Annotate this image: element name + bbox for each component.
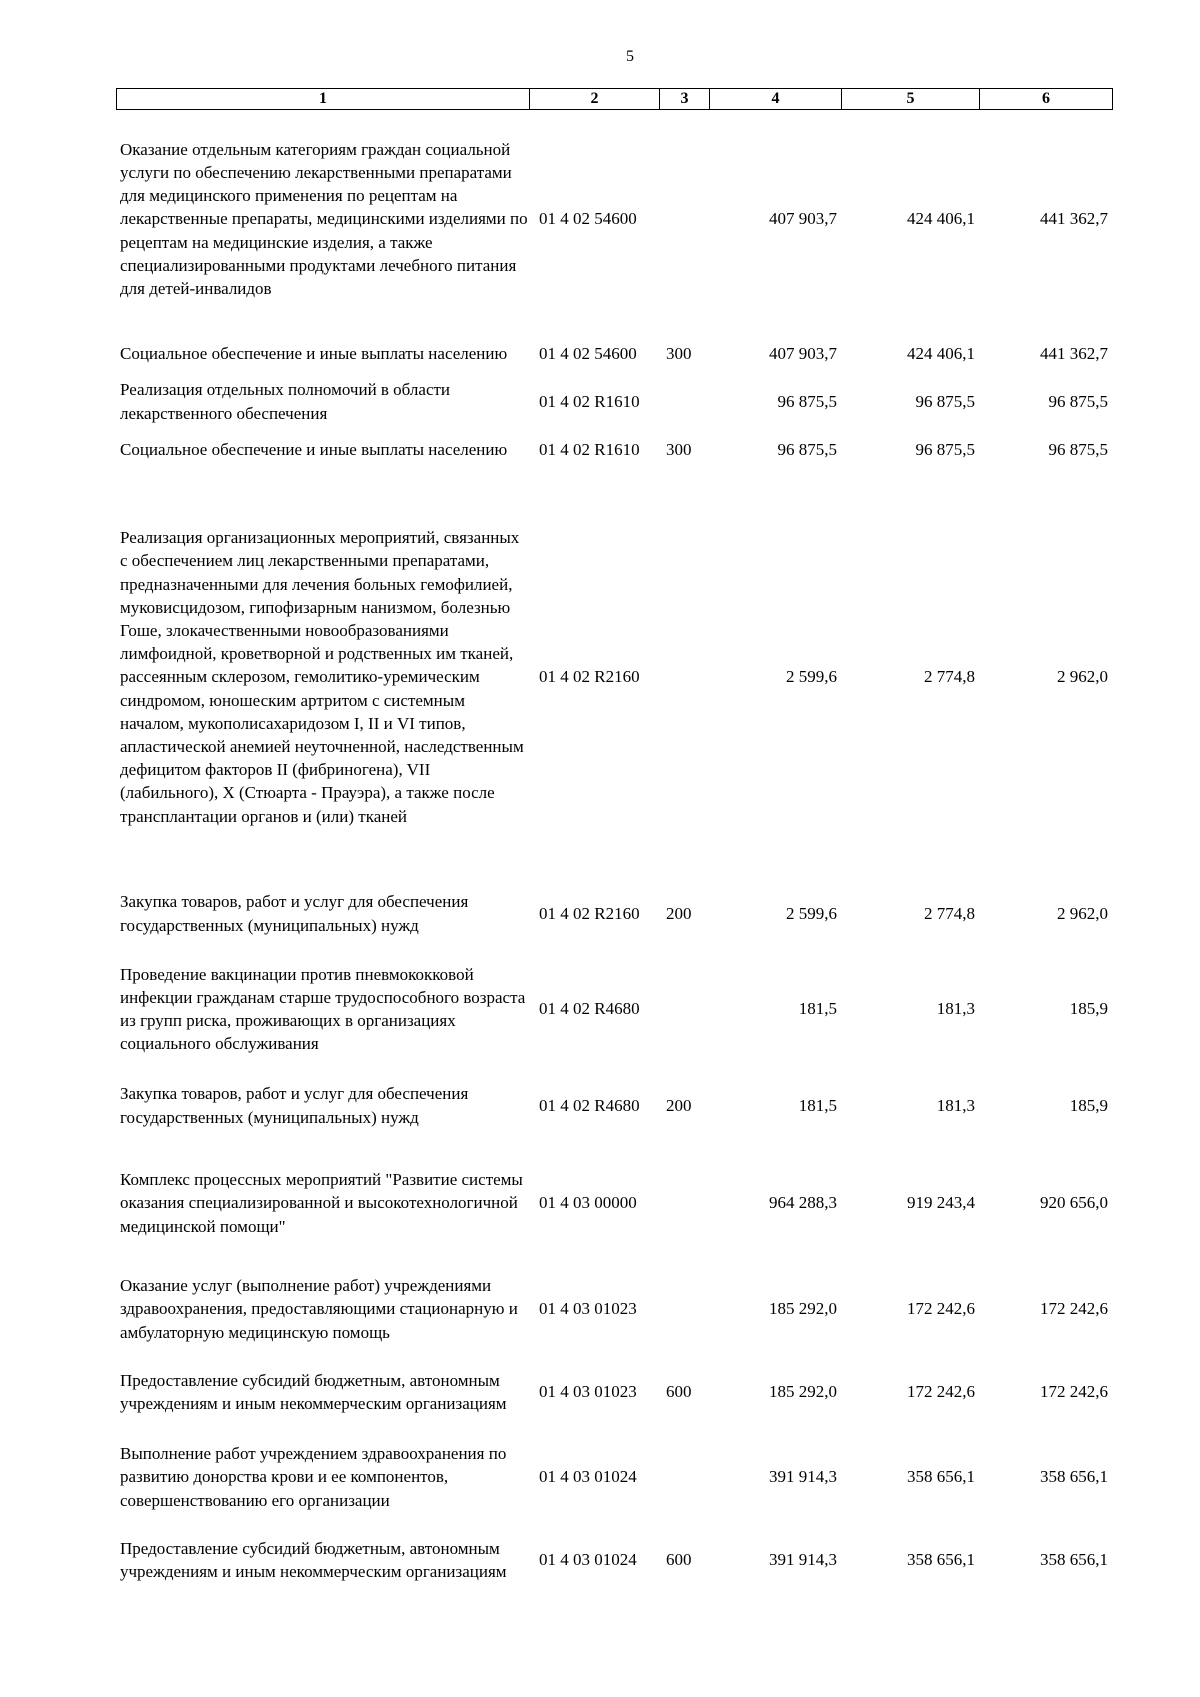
row-name: Реализация отдельных полномочий в области лекарственного обеспечения (120, 380, 451, 423)
row-code: 01 4 03 01024 (539, 1550, 637, 1570)
row-name: Предоставление субсидий бюджетным, автономным учреждениям и иным некоммерческим организациям (120, 1370, 507, 1413)
row-code: 01 4 03 00000 (539, 1193, 637, 1213)
row-name: Социальное обеспечение и иные выплаты населению (120, 439, 508, 459)
table-row (116, 330, 1112, 377)
row-value-4: 185 292,0 (769, 1382, 837, 1402)
row-code: 01 4 03 01023 (539, 1382, 637, 1402)
row-value-4: 391 914,3 (769, 1467, 837, 1487)
row-value-5: 424 406,1 (907, 209, 975, 229)
row-expense-type: 600 (666, 1550, 692, 1570)
table-row (116, 1082, 1112, 1129)
row-name: Закупка товаров, работ и услуг для обеспечения государственных (муниципальных) нужд (120, 1084, 469, 1127)
column-header-4: 4 (710, 89, 842, 110)
row-value-4: 96 875,5 (777, 439, 837, 459)
row-value-5: 919 243,4 (907, 1193, 975, 1213)
row-code: 01 4 02 R2160 (539, 903, 640, 923)
row-value-5: 2 774,8 (924, 903, 975, 923)
row-expense-type: 300 (666, 343, 692, 363)
row-value-6: 920 656,0 (1040, 1193, 1108, 1213)
row-value-6: 358 656,1 (1040, 1467, 1108, 1487)
row-expense-type: 200 (666, 1095, 692, 1115)
row-value-6: 2 962,0 (1057, 667, 1108, 687)
row-value-6: 185,9 (1069, 1095, 1108, 1115)
table-row (116, 1262, 1112, 1356)
row-value-4: 2 599,6 (786, 903, 837, 923)
row-value-5: 172 242,6 (907, 1299, 975, 1319)
row-value-5: 358 656,1 (907, 1467, 975, 1487)
row-expense-type: 200 (666, 903, 692, 923)
row-value-5: 172 242,6 (907, 1382, 975, 1402)
row-code: 01 4 02 R4680 (539, 999, 640, 1019)
table-row (116, 1524, 1112, 1596)
row-code: 01 4 02 R2160 (539, 667, 640, 687)
row-value-6: 441 362,7 (1040, 343, 1108, 363)
row-value-6: 172 242,6 (1040, 1299, 1108, 1319)
table-row (116, 1441, 1112, 1513)
row-code: 01 4 03 01023 (539, 1299, 637, 1319)
page-number: 5 (626, 48, 634, 65)
column-header-5: 5 (842, 89, 980, 110)
row-value-6: 172 242,6 (1040, 1382, 1108, 1402)
row-value-6: 441 362,7 (1040, 209, 1108, 229)
table-row (116, 126, 1112, 312)
row-value-5: 2 774,8 (924, 667, 975, 687)
row-value-4: 181,5 (798, 999, 837, 1019)
table-row (116, 962, 1112, 1056)
table-row (116, 890, 1112, 937)
row-name: Социальное обеспечение и иные выплаты населению (120, 343, 508, 363)
row-value-6: 2 962,0 (1057, 903, 1108, 923)
row-value-5: 358 656,1 (907, 1550, 975, 1570)
row-value-4: 407 903,7 (769, 209, 837, 229)
row-value-6: 185,9 (1069, 999, 1108, 1019)
row-name: Закупка товаров, работ и услуг для обеспечения государственных (муниципальных) нужд (120, 892, 469, 935)
row-code: 01 4 02 R4680 (539, 1095, 640, 1115)
row-value-5: 96 875,5 (915, 391, 975, 411)
row-code: 01 4 03 01024 (539, 1467, 637, 1487)
row-name: Оказание отдельным категориям граждан социальной услуги по обеспечению лекарственными препаратами для медицинского применения по рецептам на лекарственные препараты, медицинскими изделиями по рецептам на медицинские изделия, а также специализированными продуктами лечебного питания для детей-инвалидов (120, 139, 528, 298)
row-code: 01 4 02 54600 (539, 209, 637, 229)
row-value-5: 181,3 (936, 999, 975, 1019)
row-name: Оказание услуг (выполнение работ) учреждениями здравоохранения, предоставляющими стационарную и амбулаторную медицинскую помощь (120, 1276, 518, 1342)
row-name: Выполнение работ учреждением здравоохранения по развитию донорства крови и ее компонентов, совершенствованию его организации (120, 1444, 507, 1510)
row-value-5: 181,3 (936, 1095, 975, 1115)
row-code: 01 4 02 54600 (539, 343, 637, 363)
row-value-4: 964 288,3 (769, 1193, 837, 1213)
column-header-2: 2 (530, 89, 660, 110)
row-name: Предоставление субсидий бюджетным, автономным учреждениям и иным некоммерческим организациям (120, 1538, 507, 1581)
table-row (116, 1356, 1112, 1428)
table-row (116, 1167, 1112, 1239)
column-header-3: 3 (660, 89, 710, 110)
column-header-table (116, 88, 1113, 110)
table-row (116, 502, 1112, 852)
table-row (116, 378, 1112, 425)
row-value-6: 96 875,5 (1048, 439, 1108, 459)
row-code: 01 4 02 R1610 (539, 391, 640, 411)
row-expense-type: 300 (666, 439, 692, 459)
row-expense-type: 600 (666, 1382, 692, 1402)
row-value-4: 181,5 (798, 1095, 837, 1115)
row-name: Комплекс процессных мероприятий "Развитие системы оказания специализированной и высокотехнологичной медицинской помощи" (120, 1170, 523, 1236)
row-value-4: 185 292,0 (769, 1299, 837, 1319)
row-value-4: 96 875,5 (777, 391, 837, 411)
column-header-row (117, 89, 1113, 110)
column-header-6: 6 (980, 89, 1113, 110)
row-code: 01 4 02 R1610 (539, 439, 640, 459)
row-name: Реализация организационных мероприятий, связанных с обеспечением лиц лекарственными препаратами, предназначенными для лечения больных гемофилией, муковисцидозом, гипофизарным нанизмом, болезнью Гоше, злокачественными новообразованиями лимфоидной, кроветворной и родственных им тканей, рассеянным склерозом, гемолитико-уремическим синдромом, юношеским артритом с системным началом, мукополисахаридозом I, II и VI типов, апластической анемией неуточненной, наследственным дефицитом факторов II (фибриногена), VII (лабильного), X (Стюарта - Прауэра), а также после трансплантации органов и (или) тканей (120, 528, 524, 826)
row-value-4: 407 903,7 (769, 343, 837, 363)
row-value-4: 2 599,6 (786, 667, 837, 687)
row-value-6: 358 656,1 (1040, 1550, 1108, 1570)
row-value-5: 96 875,5 (915, 439, 975, 459)
row-value-4: 391 914,3 (769, 1550, 837, 1570)
table-row (116, 426, 1112, 473)
row-value-5: 424 406,1 (907, 343, 975, 363)
row-name: Проведение вакцинации против пневмококковой инфекции гражданам старше трудоспособного возраста из групп риска, проживающих в организациях социального обслуживания (120, 964, 526, 1054)
row-value-6: 96 875,5 (1048, 391, 1108, 411)
column-header-1: 1 (117, 89, 530, 110)
